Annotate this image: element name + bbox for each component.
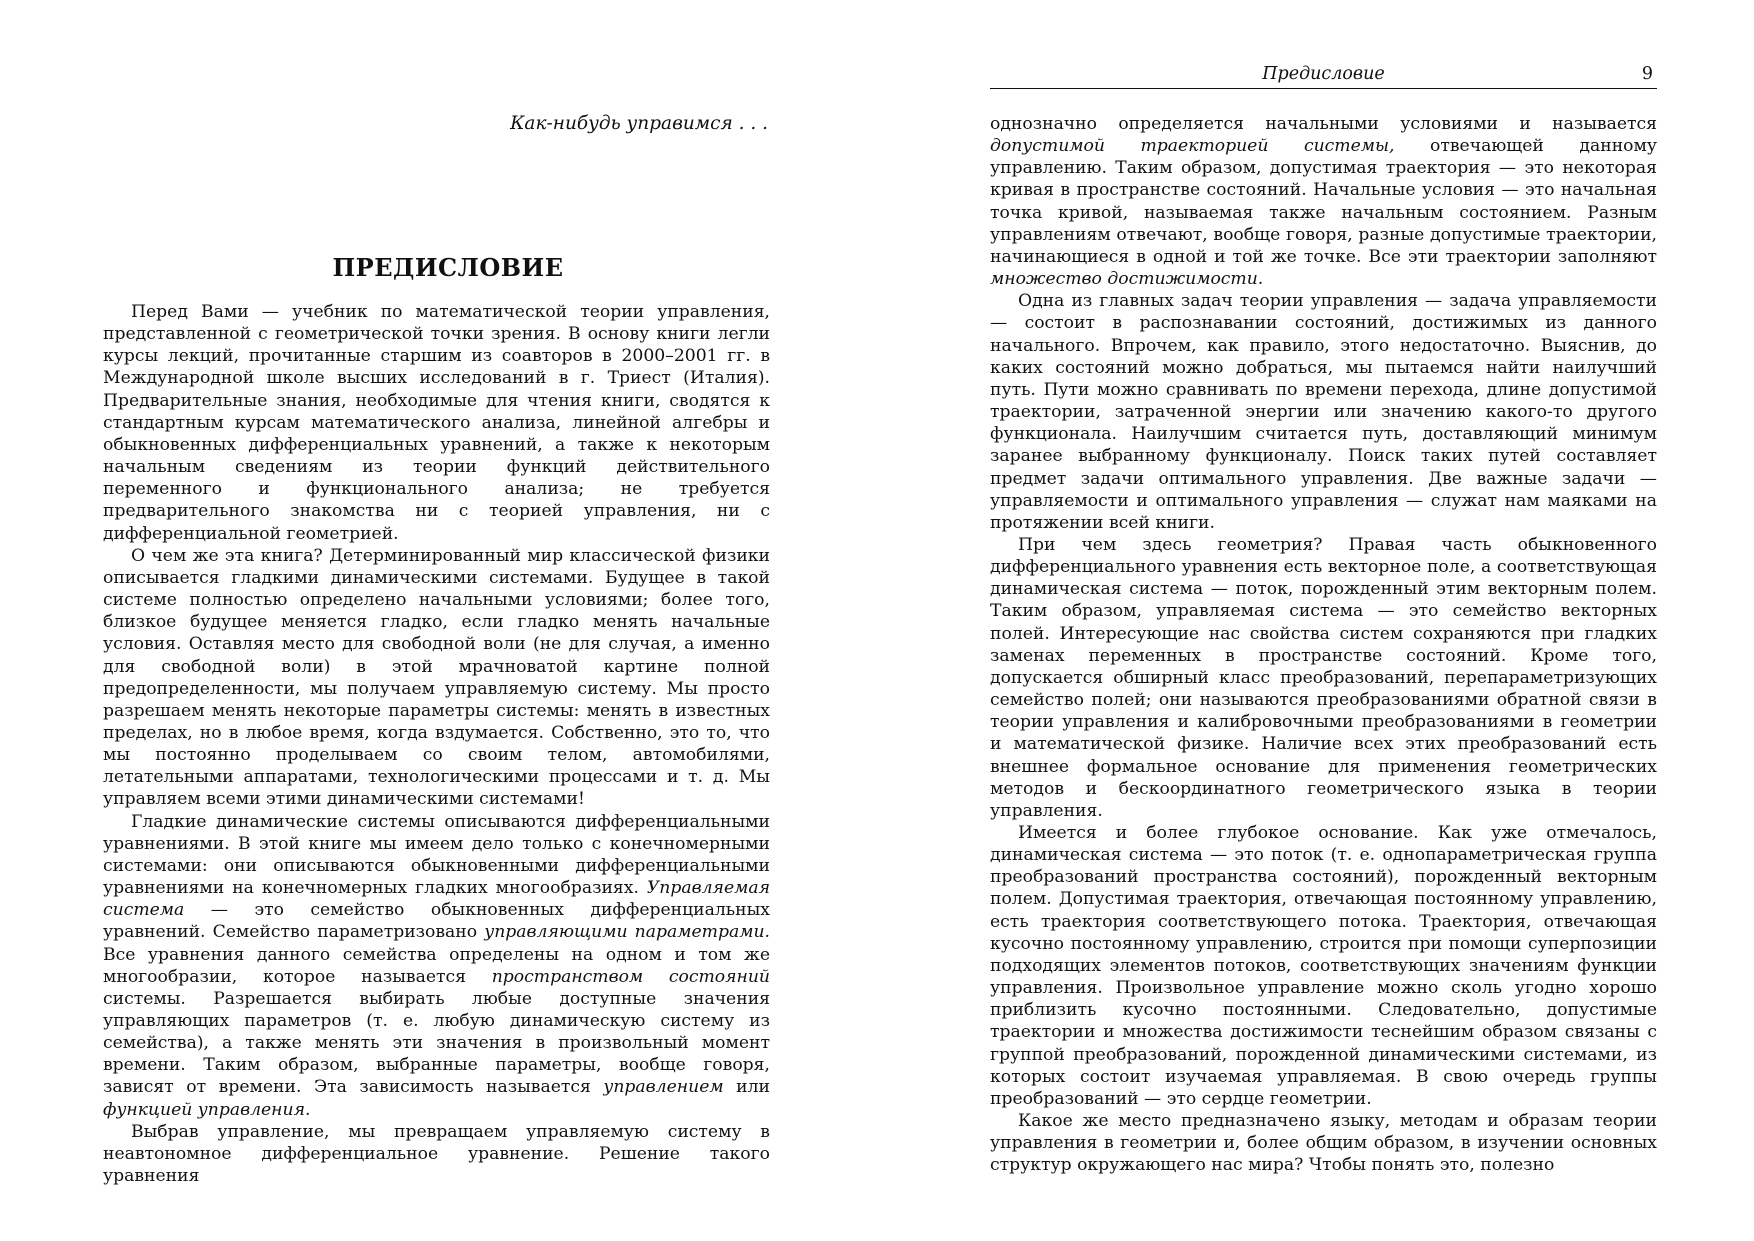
epigraph: Как-нибудь управимся . . . <box>510 113 768 134</box>
italic-term: функцией управления. <box>103 1099 311 1120</box>
italic-term: допустимой траекторией системы, <box>990 136 1395 157</box>
left-page-text <box>103 301 770 1187</box>
page-number: 9 <box>1641 64 1653 84</box>
italic-term: множество достижимости. <box>990 269 1264 290</box>
running-title: Предисловие <box>1262 64 1385 84</box>
chapter-title: ПРЕДИСЛОВИЕ <box>332 253 564 282</box>
paragraph: однозначно определяется начальными условиями и называется допустимой траекторией системы, отвечающей данному управлению. Таким образом, допустимая траектория — это некоторая кривая в пространстве состояний. Начальные условия — это начальная точка кривой, называемая также начальным состоянием. Разным управлениям отвечают, вообще говоря, разные допустимые траектории, начинающиеся в одной и той же точке. Все эти траектории заполняют множество достижимости. <box>990 114 1657 290</box>
running-head <box>990 62 1657 89</box>
italic-term: пространством состояний <box>491 966 770 987</box>
italic-term: управлением <box>603 1077 724 1098</box>
right-page <box>877 0 1754 1241</box>
paragraph: Какое же место предназначено языку, методам и образам теории управления в геометрии и, более общим образом, в изучении основных структур окружающего нас мира? Чтобы понять это, полезно <box>990 1111 1657 1176</box>
italic-term: управляющими параметрами. <box>484 922 770 943</box>
paragraph: Имеется и более глубокое основание. Как уже отмечалось, динамическая система — это поток (т. е. однопараметрическая группа преобразований пространства состояний), порожденный векторным полем. Допустимая траектория, отвечающая постоянному управлению, есть траектория соответствующего потока. Траектория, отвечающая кусочно постоянному управлению, строится при помощи суперпозиции подходящих элементов потоков, соответствующих значениям функции управления. Произвольное управление можно сколь угодно хорошо приблизить кусочно постоянными. Следовательно, допустимые траектории и множества достижимости теснейшим образом связаны с группой преобразований, порожденной динамическими системами, из которых состоит изучаемая управляемая. В свою очередь группы преобразований — это сердце геометрии. <box>990 823 1657 1109</box>
paragraph: Перед Вами — учебник по математической теории управления, представленной с геометрической точки зрения. В основу книги легли курсы лекций, прочитанные старшим из соавторов в 2000–2001 гг. в Международной школе высших исследований в г. Триест (Италия). Предварительные знания, необходимые для чтения книги, сводятся к стандартным курсам математического анализа, линейной алгебры и обыкновенных дифференциальных уравнений, а также к некоторым начальным сведениям из теории функций действительного переменного и функционального анализа; не требуется предварительного знакомства ни с теорией управления, ни с дифференциальной геометрией. <box>103 302 770 544</box>
right-page-text <box>990 113 1657 1177</box>
paragraph: Одна из главных задач теории управления — задача управляемости — состоит в распознавании состояний, достижимых из данного начального. Впрочем, как правило, этого недостаточно. Выяснив, до каких состояний можно добраться, мы пытаемся найти наилучший путь. Пути можно сравнивать по времени перехода, длине допустимой траектории, затраченной энергии или значению какого-то другого функционала. Наилучшим считается путь, доставляющий минимум заранее выбранному функционалу. Поиск таких путей составляет предмет задачи оптимального управления. Две важные задачи — управляемости и оптимального управления — служат нам маяками на протяжении всей книги. <box>990 291 1657 533</box>
paragraph: О чем же эта книга? Детерминированный мир классической физики описывается гладкими динамическими системами. Будущее в такой системе полностью определено начальными условиями; более того, близкое будущее меняется гладко, если гладко менять начальные условия. Оставляя место для свободной воли (не для случая, а именно для свободной воли) в этой мрачноватой картине полной предопределенности, мы получаем управляемую систему. Мы просто разрешаем менять некоторые параметры системы: менять в известных пределах, но в любое время, когда вздумается. Собственно, это то, что мы постоянно проделываем со своим телом, автомобилями, летательными аппаратами, технологическими процессами и т. д. Мы управляем всеми этими динамическими системами! <box>103 545 770 810</box>
paragraph: При чем здесь геометрия? Правая часть обыкновенного дифференциального уравнения есть векторное поле, а соответствующая динамическая система — поток, порожденный этим векторным полем. Таким образом, управляемая система — это семейство векторных полей. Интересующие нас свойства систем сохраняются при гладких заменах переменных в пространстве состояний. Кроме того, допускается обширный класс преобразований, перепараметризующих семейство полей; они называются преобразованиями обратной связи в теории управления и калибровочными преобразованиями в геометрии и математической физике. Наличие всех этих преобразований есть внешнее формальное основание для применения геометрических методов и бескоординатного геометрического языка в теории управления. <box>990 534 1657 821</box>
italic-term: Управляемая система <box>103 878 770 921</box>
paragraph: Гладкие динамические системы описываются дифференциальными уравнениями. В этой книге мы имеем дело только с конечномерными системами: они описываются обыкновенными дифференциальными уравнениями на конечномерных гладких многообразиях. Управляемая система — это семейство обыкновенных дифференциальных уравнений. Семейство параметризовано управляющими параметрами. Все уравнения данного семейства определены на одном и том же многообразии, которое называется пространством состояний системы. Разрешается выбирать любые доступные значения управляющих параметров (т. е. любую динамическую систему из семейства), а также менять эти значения в произвольный момент времени. Таким образом, выбранные параметры, вообще говоря, зависят от времени. Эта зависимость называется управлением или функцией управления. <box>103 811 770 1120</box>
paragraph: Выбрав управление, мы превращаем управляемую систему в неавтономное дифференциальное уравнение. Решение такого уравнения <box>103 1121 770 1187</box>
